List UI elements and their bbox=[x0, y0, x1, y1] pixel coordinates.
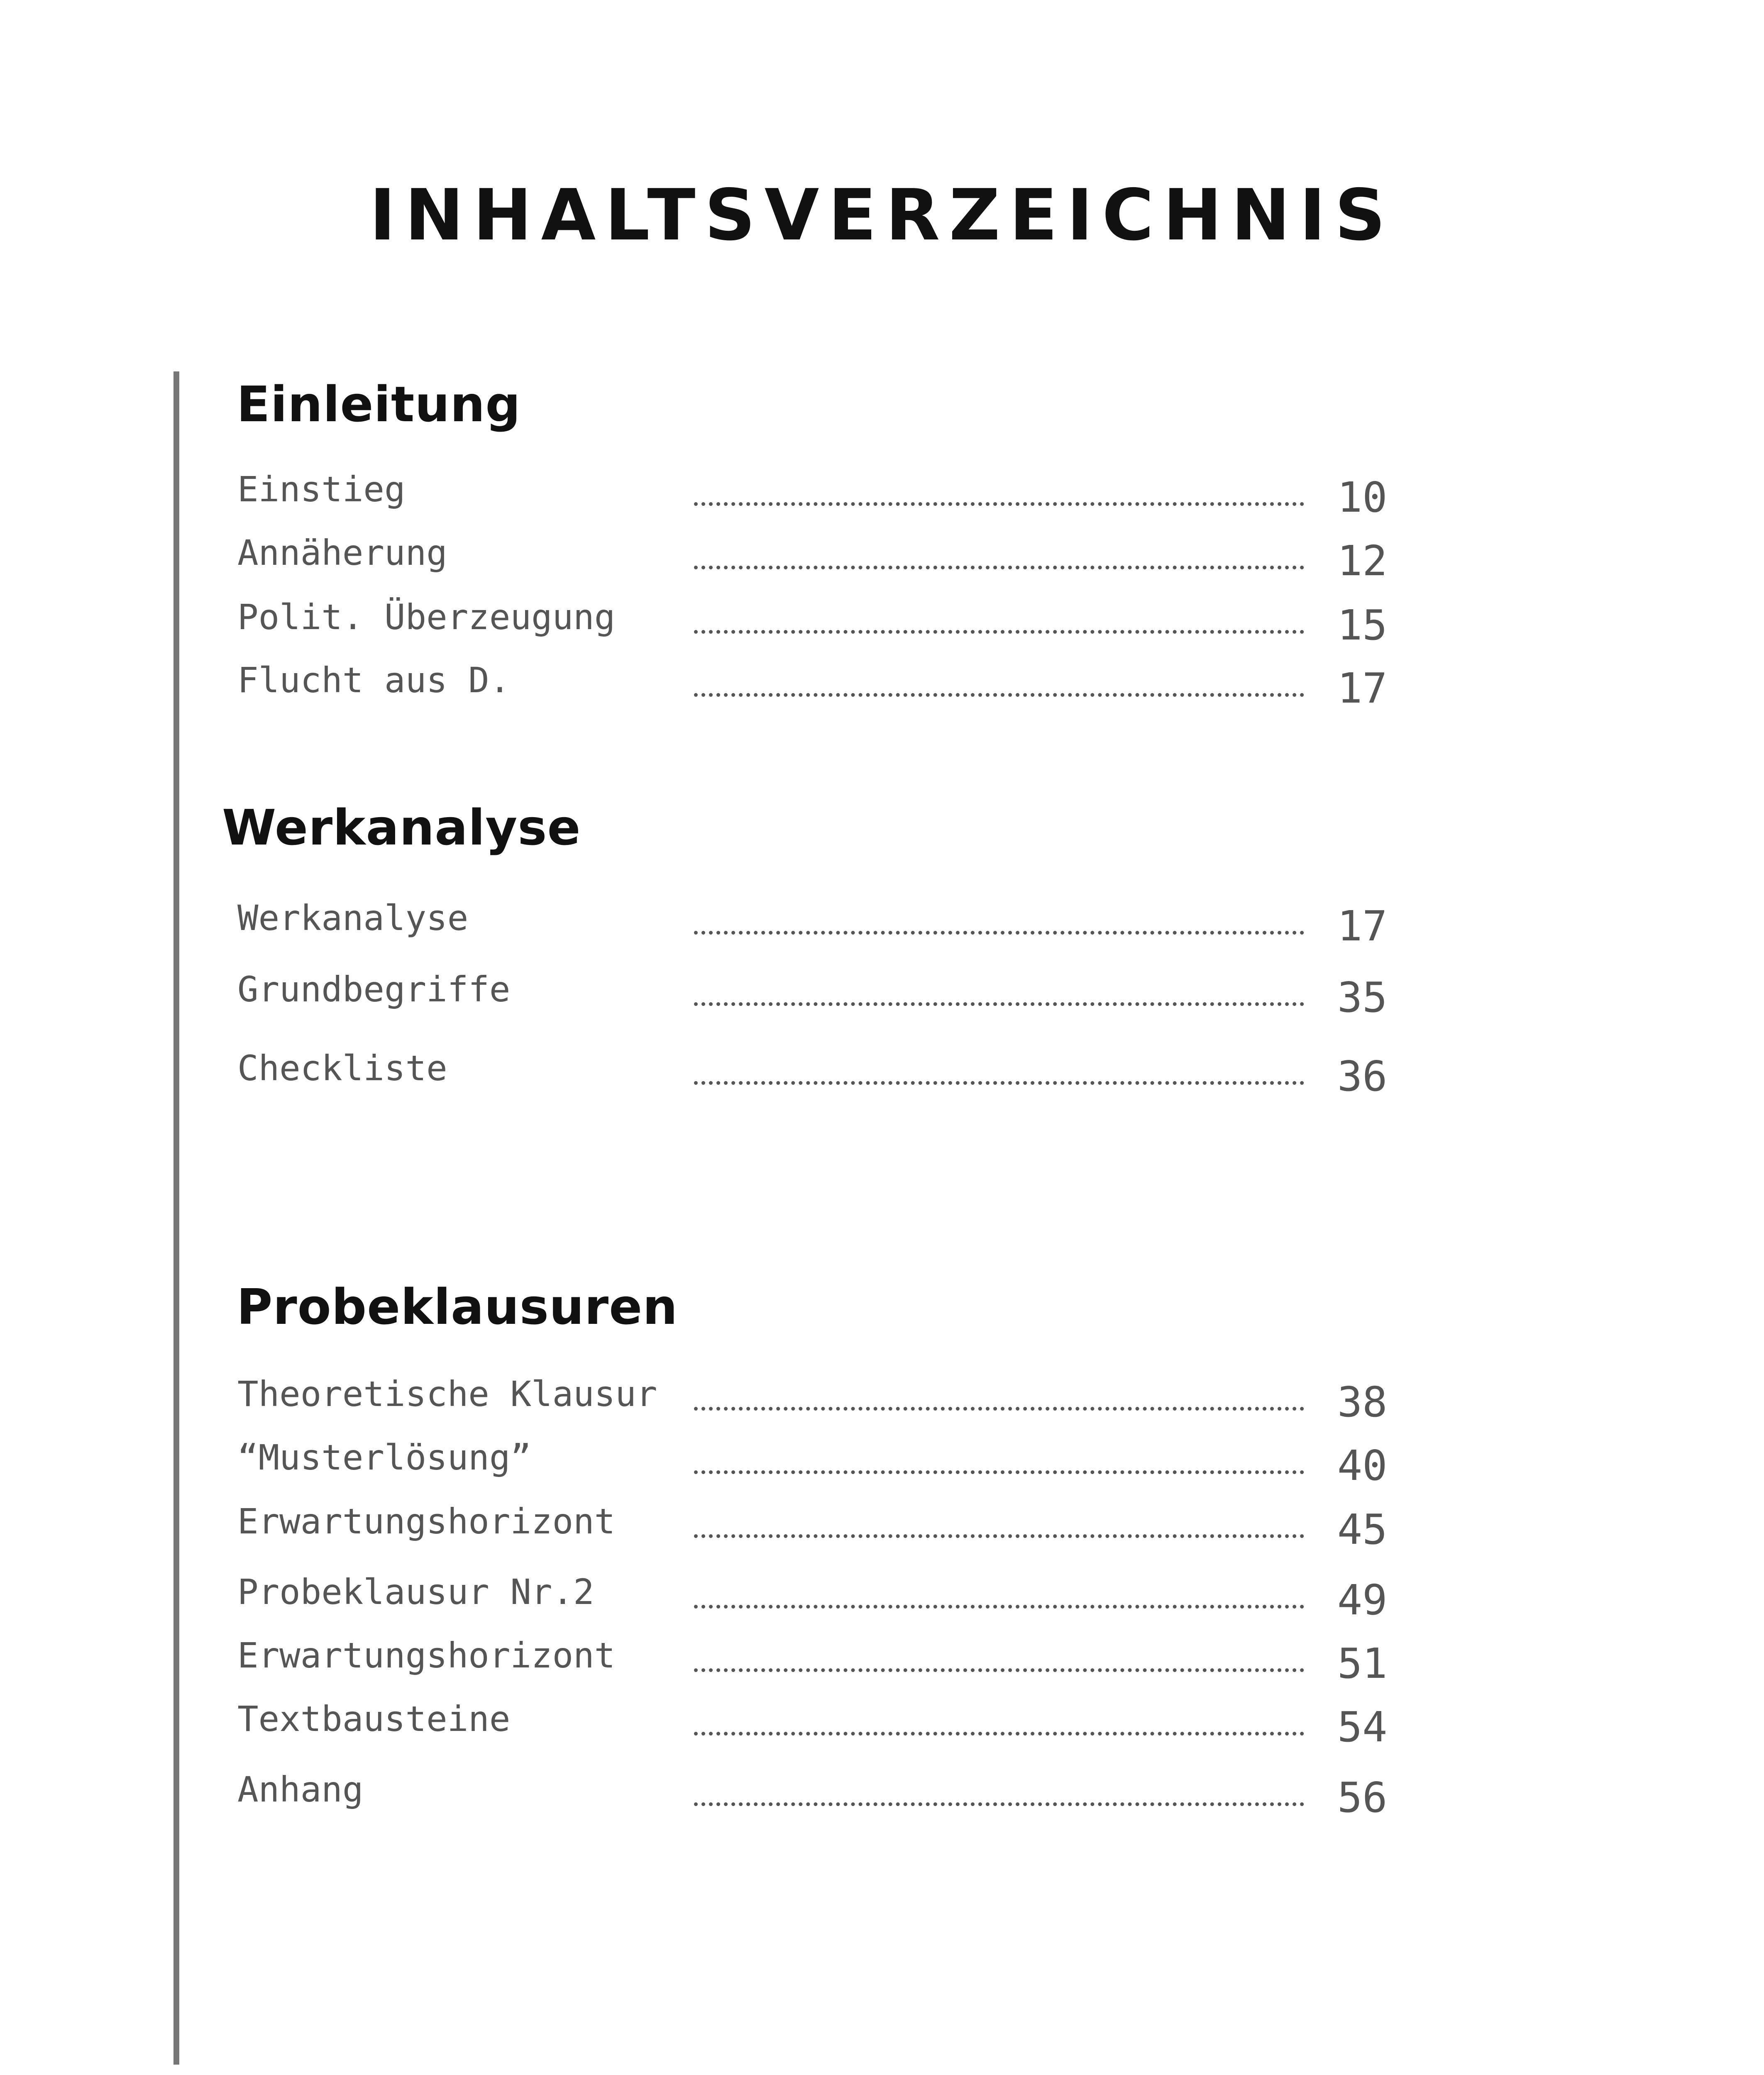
toc-entry-page: 51 bbox=[1337, 1639, 1388, 1688]
toc-entry-page: 38 bbox=[1337, 1378, 1388, 1426]
toc-dot-leader bbox=[694, 1668, 1304, 1672]
toc-entry[interactable] bbox=[237, 1374, 1400, 1428]
section-heading-werkanalyse: Werkanalyse bbox=[222, 799, 581, 856]
toc-entry-page: 15 bbox=[1337, 601, 1388, 649]
toc-entry-label: Grundbegriffe bbox=[237, 969, 511, 1010]
toc-entry-page: 17 bbox=[1337, 664, 1388, 713]
toc-entry-label: Werkanalyse bbox=[237, 898, 469, 938]
section-heading-einleitung: Einleitung bbox=[237, 376, 521, 433]
toc-entry-label: Polit. Überzeugung bbox=[237, 597, 616, 637]
toc-entry[interactable] bbox=[237, 660, 1400, 714]
toc-entry-page: 12 bbox=[1337, 537, 1388, 585]
toc-entry-page: 54 bbox=[1337, 1703, 1388, 1751]
toc-entry-label: Flucht aus D. bbox=[237, 660, 511, 701]
toc-dot-leader bbox=[694, 630, 1304, 634]
toc-entry-label: Erwartungshorizont bbox=[237, 1501, 616, 1542]
toc-entry-page: 40 bbox=[1337, 1441, 1388, 1490]
toc-dot-leader bbox=[694, 1732, 1304, 1736]
toc-entry-label: Annäherung bbox=[237, 532, 447, 573]
toc-entry[interactable] bbox=[237, 1572, 1400, 1626]
toc-dot-leader bbox=[694, 1002, 1304, 1006]
toc-entry-label: Anhang bbox=[237, 1769, 364, 1810]
toc-entry[interactable] bbox=[237, 1437, 1400, 1491]
toc-entry-page: 10 bbox=[1337, 473, 1388, 522]
toc-entry-label: Probeklausur Nr.2 bbox=[237, 1572, 594, 1612]
toc-entry-page: 36 bbox=[1337, 1052, 1388, 1101]
toc-entry[interactable] bbox=[237, 1048, 1400, 1102]
toc-entry-page: 35 bbox=[1337, 973, 1388, 1022]
toc-entry-page: 17 bbox=[1337, 902, 1388, 950]
toc-entry-label: Theoretische Klausur bbox=[237, 1374, 657, 1414]
toc-dot-leader bbox=[694, 566, 1304, 569]
toc-dot-leader bbox=[694, 1407, 1304, 1411]
toc-dot-leader bbox=[694, 693, 1304, 697]
toc-entry-label: Checkliste bbox=[237, 1048, 447, 1089]
toc-dot-leader bbox=[694, 1534, 1304, 1538]
toc-dot-leader bbox=[694, 1470, 1304, 1474]
toc-entry-label: Einstieg bbox=[237, 469, 406, 510]
toc-entry[interactable] bbox=[237, 1699, 1400, 1753]
toc-entry[interactable] bbox=[237, 1769, 1400, 1823]
toc-entry-page: 45 bbox=[1337, 1505, 1388, 1554]
toc-entry-page: 49 bbox=[1337, 1576, 1388, 1624]
toc-entry[interactable] bbox=[237, 1635, 1400, 1689]
toc-dot-leader bbox=[694, 931, 1304, 935]
toc-entry[interactable] bbox=[237, 597, 1400, 651]
toc-dot-leader bbox=[694, 1802, 1304, 1806]
toc-entry-label: Textbausteine bbox=[237, 1699, 511, 1739]
toc-entry-page: 56 bbox=[1337, 1773, 1388, 1822]
toc-dot-leader bbox=[694, 502, 1304, 506]
toc-dot-leader bbox=[694, 1605, 1304, 1609]
toc-entry-label: “Musterlösung” bbox=[237, 1437, 532, 1478]
toc-entry[interactable] bbox=[237, 469, 1400, 523]
toc-entry[interactable] bbox=[237, 898, 1400, 952]
page-title: INHALTSVERZEICHNIS bbox=[369, 174, 1395, 256]
toc-dot-leader bbox=[694, 1081, 1304, 1085]
toc-entry-label: Erwartungshorizont bbox=[237, 1635, 616, 1676]
section-heading-probeklausuren: Probeklausuren bbox=[237, 1278, 678, 1335]
toc-entry[interactable] bbox=[237, 1501, 1400, 1555]
toc-entry[interactable] bbox=[237, 532, 1400, 586]
left-vertical-rule bbox=[173, 371, 179, 2065]
toc-entry[interactable] bbox=[237, 969, 1400, 1023]
